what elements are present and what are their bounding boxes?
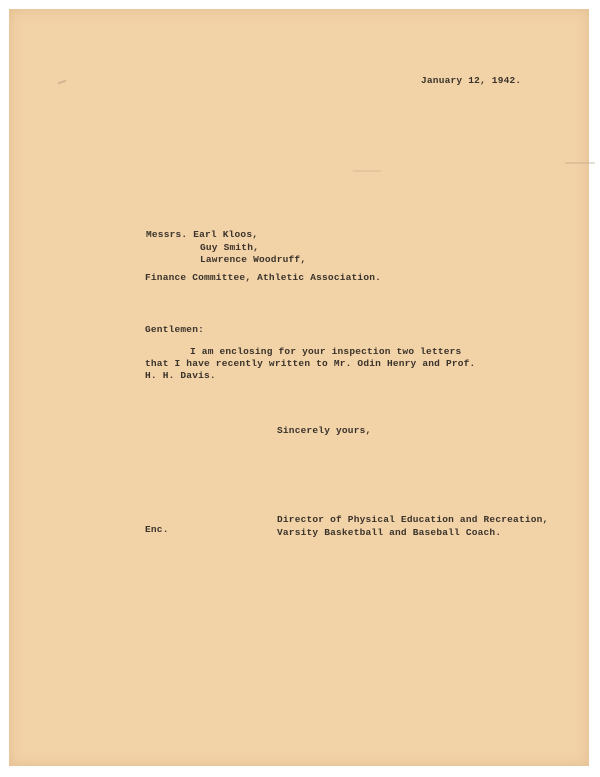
signature-title-line: Director of Physical Education and Recreation, — [277, 514, 549, 525]
body-line: H. H. Davis. — [145, 370, 216, 381]
paper-mark — [353, 170, 381, 172]
signature-title-line: Varsity Basketball and Baseball Coach. — [277, 527, 502, 538]
body-line: I am enclosing for your inspection two letters — [190, 346, 462, 357]
closing: Sincerely yours, — [277, 425, 372, 436]
body-line: that I have recently written to Mr. Odin Henry and Prof. — [145, 358, 476, 369]
salutation: Gentlemen: — [145, 324, 205, 335]
recipient-line: Lawrence Woodruff, — [200, 254, 307, 265]
enclosure-note: Enc. — [145, 524, 169, 535]
paper-mark — [565, 162, 595, 164]
committee-line: Finance Committee, Athletic Association. — [145, 272, 382, 283]
letter-page — [9, 9, 589, 766]
letter-date: January 12, 1942. — [421, 75, 522, 86]
paper-mark — [58, 80, 66, 85]
recipient-line: Messrs. Earl Kloos, — [146, 229, 259, 240]
recipient-line: Guy Smith, — [200, 242, 260, 253]
